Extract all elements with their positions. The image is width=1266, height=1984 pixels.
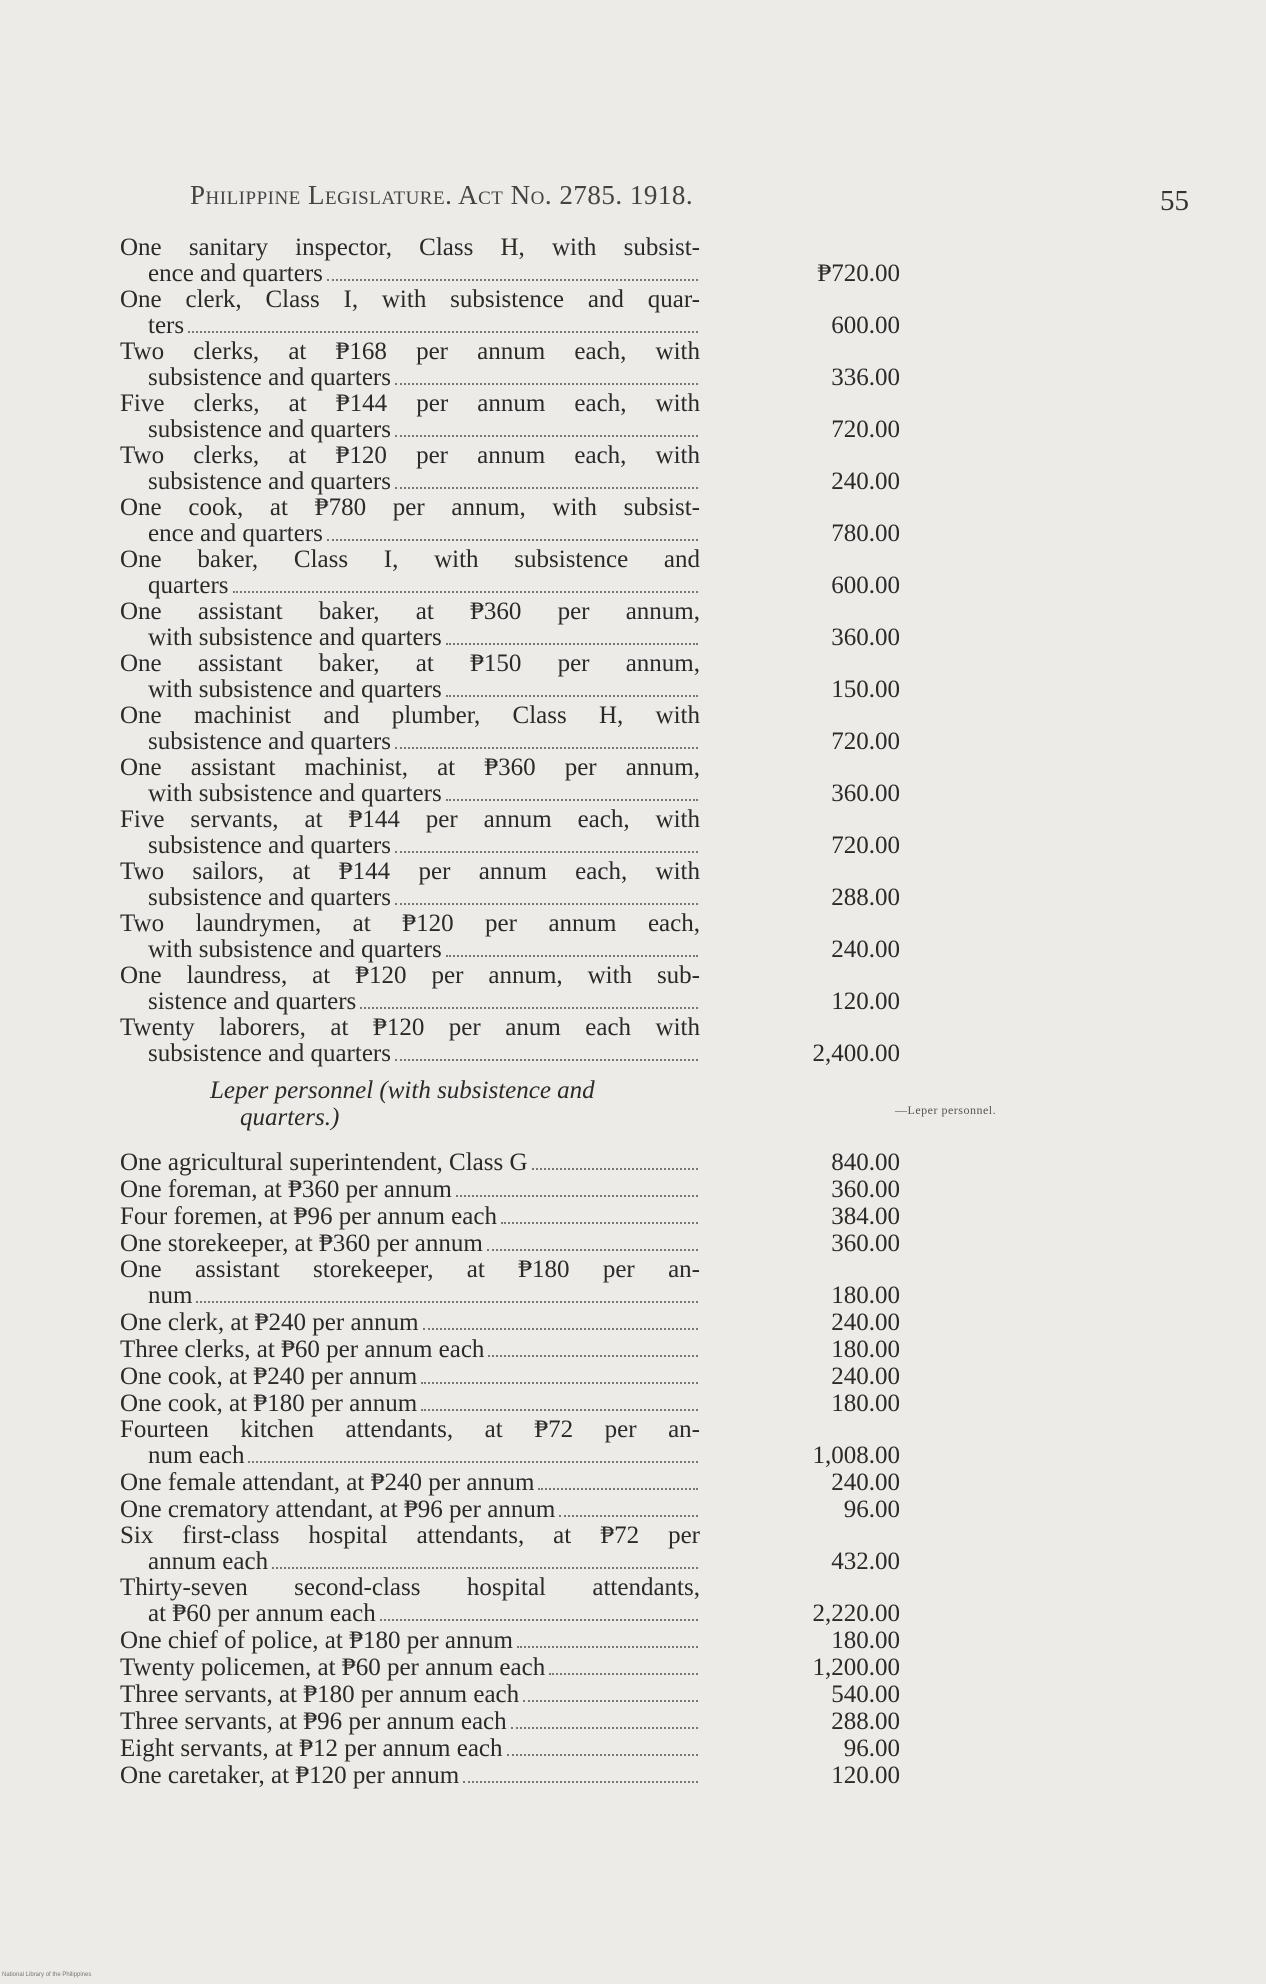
entry-description bbox=[120, 1654, 700, 1681]
leader-dots bbox=[423, 1309, 698, 1330]
leader-dots bbox=[487, 1230, 698, 1251]
leader-dots bbox=[501, 1203, 698, 1224]
entry-line-1: Six first-class hospital attendants, at ₱72 per bbox=[120, 1522, 700, 1549]
leader-dots bbox=[188, 313, 698, 333]
leader-dots bbox=[248, 1443, 698, 1463]
entry-line-1: One assistant machinist, at ₱360 per annum, bbox=[120, 754, 700, 781]
entry-line-1: One assistant baker, at ₱360 per annum, bbox=[120, 598, 700, 625]
entry-text: Three servants, at ₱96 per annum each bbox=[120, 1708, 507, 1735]
entry-amount: 240.00 bbox=[831, 468, 900, 495]
entry-row bbox=[120, 1176, 900, 1203]
entry-amount: 240.00 bbox=[831, 1363, 900, 1390]
running-head bbox=[190, 180, 693, 211]
entry-line-2 bbox=[120, 989, 700, 1015]
entry-amount: 2,400.00 bbox=[812, 1040, 900, 1067]
entry-amount: 240.00 bbox=[831, 1469, 900, 1496]
entry-amount: 2,220.00 bbox=[812, 1600, 900, 1627]
entry-line-1: One sanitary inspector, Class H, with subsist- bbox=[120, 234, 700, 261]
entry-line-2 bbox=[120, 1549, 700, 1575]
entry-row bbox=[120, 703, 900, 755]
leader-dots bbox=[511, 1708, 698, 1729]
entry-amount: 1,008.00 bbox=[812, 1442, 900, 1469]
leader-dots bbox=[456, 1176, 698, 1197]
entry-line-2 bbox=[120, 469, 700, 495]
entry-row bbox=[120, 755, 900, 807]
leader-dots bbox=[395, 417, 698, 437]
entry-line-1: Five servants, at ₱144 per annum each, with bbox=[120, 806, 700, 833]
entry-text: Three servants, at ₱180 per annum each bbox=[120, 1681, 520, 1708]
entry-amount: 150.00 bbox=[831, 676, 900, 703]
footer-credit: National Library of the Philippines bbox=[2, 1972, 92, 1978]
entry-amount: 96.00 bbox=[843, 1496, 900, 1523]
entry-amount: 288.00 bbox=[831, 1708, 900, 1735]
entry-text: Twenty policemen, at ₱60 per annum each bbox=[120, 1654, 546, 1681]
entry-line-2 bbox=[120, 365, 700, 391]
entry-line-2-text: sistence and quarters bbox=[148, 988, 357, 1015]
entry-description bbox=[120, 703, 700, 755]
entry-description bbox=[120, 1523, 700, 1575]
entry-line-2-text: num bbox=[148, 1282, 193, 1309]
entry-description bbox=[120, 1336, 700, 1363]
entry-line-1: Two laundrymen, at ₱120 per annum each, bbox=[120, 910, 700, 937]
leader-dots bbox=[196, 1283, 698, 1303]
entry-amount: 288.00 bbox=[831, 884, 900, 911]
entry-row bbox=[120, 1681, 900, 1708]
entry-row bbox=[120, 1469, 900, 1496]
entry-row bbox=[120, 1627, 900, 1654]
leader-dots bbox=[395, 469, 698, 489]
entry-text: Four foremen, at ₱96 per annum each bbox=[120, 1203, 497, 1230]
entry-description bbox=[120, 1230, 700, 1257]
entry-line-1: Fourteen kitchen attendants, at ₱72 per an- bbox=[120, 1416, 700, 1443]
entry-description bbox=[120, 1762, 700, 1789]
entry-amount: 840.00 bbox=[831, 1149, 900, 1176]
entry-amount: 336.00 bbox=[831, 364, 900, 391]
entry-line-1: One clerk, Class I, with subsistence and quar- bbox=[120, 286, 700, 313]
entry-line-2 bbox=[120, 573, 700, 599]
entry-line-2-text: subsistence and quarters bbox=[148, 832, 391, 859]
entry-row bbox=[120, 1309, 900, 1336]
entry-description bbox=[120, 1390, 700, 1417]
leader-dots bbox=[446, 937, 698, 957]
leader-dots bbox=[488, 1336, 698, 1357]
leader-dots bbox=[395, 833, 698, 853]
margin-note: —Leper personnel. bbox=[895, 1103, 997, 1117]
entry-text: One storekeeper, at ₱360 per annum bbox=[120, 1230, 483, 1257]
entry-line-2 bbox=[120, 885, 700, 911]
leader-dots bbox=[272, 1549, 698, 1569]
entry-description bbox=[120, 1575, 700, 1627]
entry-amount: 120.00 bbox=[831, 988, 900, 1015]
entry-line-2 bbox=[120, 261, 700, 287]
entry-row bbox=[120, 651, 900, 703]
entry-text: One foreman, at ₱360 per annum bbox=[120, 1176, 452, 1203]
entry-row bbox=[120, 443, 900, 495]
entry-amount: 96.00 bbox=[843, 1735, 900, 1762]
entry-description bbox=[120, 1417, 700, 1469]
entry-text: One clerk, at ₱240 per annum bbox=[120, 1309, 419, 1336]
entry-amount: 120.00 bbox=[831, 1762, 900, 1789]
leader-dots bbox=[395, 365, 698, 385]
leader-dots bbox=[395, 1041, 698, 1061]
page-number: 55 bbox=[1160, 185, 1189, 217]
entry-description bbox=[120, 1257, 700, 1309]
leader-dots bbox=[463, 1762, 698, 1783]
entry-text: One agricultural superintendent, Class G bbox=[120, 1149, 528, 1176]
entry-amount: 180.00 bbox=[831, 1336, 900, 1363]
entry-amount: 720.00 bbox=[831, 832, 900, 859]
entry-line-2-text: with subsistence and quarters bbox=[148, 624, 442, 651]
entry-line-2-text: subsistence and quarters bbox=[148, 884, 391, 911]
leader-dots bbox=[421, 1390, 698, 1411]
entry-line-2 bbox=[120, 937, 700, 963]
entry-line-2 bbox=[120, 521, 700, 547]
entry-line-2-text: annum each bbox=[148, 1548, 269, 1575]
entry-row bbox=[120, 1336, 900, 1363]
entry-row bbox=[120, 1496, 900, 1523]
entry-row bbox=[120, 911, 900, 963]
entry-row bbox=[120, 599, 900, 651]
entry-line-2 bbox=[120, 781, 700, 807]
entry-line-2 bbox=[120, 1283, 700, 1309]
entry-description bbox=[120, 1735, 700, 1762]
leader-dots bbox=[446, 781, 698, 801]
entry-text: One cook, at ₱180 per annum bbox=[120, 1390, 418, 1417]
leader-dots bbox=[523, 1681, 698, 1702]
entry-description bbox=[120, 1363, 700, 1390]
entry-row bbox=[120, 1203, 900, 1230]
entry-line-2 bbox=[120, 1443, 700, 1469]
leader-dots bbox=[538, 1469, 698, 1490]
leader-dots bbox=[532, 1149, 698, 1170]
entry-row bbox=[120, 391, 900, 443]
leader-dots bbox=[327, 261, 698, 281]
entry-row bbox=[120, 339, 900, 391]
entry-amount: 180.00 bbox=[831, 1627, 900, 1654]
entry-description bbox=[120, 963, 700, 1015]
leader-dots bbox=[233, 573, 698, 593]
entry-line-1: Five clerks, at ₱144 per annum each, with bbox=[120, 390, 700, 417]
entry-amount: 240.00 bbox=[831, 1309, 900, 1336]
entry-row bbox=[120, 287, 900, 339]
entry-amount: 180.00 bbox=[831, 1390, 900, 1417]
entry-description bbox=[120, 339, 700, 391]
entry-row bbox=[120, 1015, 900, 1067]
entry-line-2-text: subsistence and quarters bbox=[148, 364, 391, 391]
entry-row bbox=[120, 1363, 900, 1390]
entry-line-2-text: quarters bbox=[148, 572, 229, 599]
entry-row bbox=[120, 1575, 900, 1627]
entry-amount: 360.00 bbox=[831, 780, 900, 807]
entry-description bbox=[120, 547, 700, 599]
entry-row bbox=[120, 1149, 900, 1176]
entry-description bbox=[120, 911, 700, 963]
entry-line-2 bbox=[120, 417, 700, 443]
entry-description bbox=[120, 235, 700, 287]
entry-text: One female attendant, at ₱240 per annum bbox=[120, 1469, 535, 1496]
entry-description bbox=[120, 495, 700, 547]
entry-amount: 360.00 bbox=[831, 624, 900, 651]
section-heading bbox=[120, 1077, 900, 1149]
entry-description bbox=[120, 1149, 700, 1176]
leader-dots bbox=[360, 989, 698, 1009]
leader-dots bbox=[327, 521, 698, 541]
entry-row bbox=[120, 1390, 900, 1417]
entry-line-2 bbox=[120, 625, 700, 651]
entry-text: Three clerks, at ₱60 per annum each bbox=[120, 1336, 485, 1363]
entry-row bbox=[120, 1735, 900, 1762]
entry-description bbox=[120, 1469, 700, 1496]
entry-line-2 bbox=[120, 1041, 700, 1067]
entry-description bbox=[120, 1203, 700, 1230]
entry-description bbox=[120, 287, 700, 339]
entry-text: One caretaker, at ₱120 per annum bbox=[120, 1762, 460, 1789]
entry-line-2-text: subsistence and quarters bbox=[148, 468, 391, 495]
entry-line-2-text: subsistence and quarters bbox=[148, 728, 391, 755]
entry-row bbox=[120, 1762, 900, 1789]
leader-dots bbox=[507, 1735, 698, 1756]
entry-description bbox=[120, 443, 700, 495]
entry-amount: 432.00 bbox=[831, 1548, 900, 1575]
entry-text: One chief of police, at ₱180 per annum bbox=[120, 1627, 513, 1654]
entry-description bbox=[120, 807, 700, 859]
entry-text: One cook, at ₱240 per annum bbox=[120, 1363, 418, 1390]
entry-line-1: Two clerks, at ₱120 per annum each, with bbox=[120, 442, 700, 469]
entry-line-2-text: with subsistence and quarters bbox=[148, 936, 442, 963]
entry-line-1: One assistant baker, at ₱150 per annum, bbox=[120, 650, 700, 677]
leader-dots bbox=[395, 729, 698, 749]
entry-amount: 360.00 bbox=[831, 1176, 900, 1203]
entry-description bbox=[120, 1627, 700, 1654]
entry-amount: 720.00 bbox=[831, 728, 900, 755]
entry-line-2-text: subsistence and quarters bbox=[148, 416, 391, 443]
entry-amount: ₱720.00 bbox=[817, 260, 900, 287]
entry-row bbox=[120, 235, 900, 287]
leader-dots bbox=[421, 1363, 698, 1384]
entry-row bbox=[120, 807, 900, 859]
section-title bbox=[210, 1077, 700, 1131]
leader-dots bbox=[395, 885, 698, 905]
appropriation-list bbox=[120, 235, 900, 1789]
entry-amount: 384.00 bbox=[831, 1203, 900, 1230]
entry-line-1: One baker, Class I, with subsistence and bbox=[120, 546, 700, 573]
entry-description bbox=[120, 1176, 700, 1203]
entry-row bbox=[120, 1654, 900, 1681]
entry-description bbox=[120, 1708, 700, 1735]
section-title-line-1: Leper personnel (with subsistence and bbox=[210, 1077, 595, 1104]
leader-dots bbox=[517, 1627, 698, 1648]
entry-amount: 180.00 bbox=[831, 1282, 900, 1309]
entry-line-2-text: with subsistence and quarters bbox=[148, 780, 442, 807]
entry-line-1: Thirty-seven second-class hospital attendants, bbox=[120, 1574, 700, 1601]
entry-line-2-text: ence and quarters bbox=[148, 260, 323, 287]
entry-description bbox=[120, 755, 700, 807]
entry-line-2 bbox=[120, 1601, 700, 1627]
entry-line-1: Two sailors, at ₱144 per annum each, with bbox=[120, 858, 700, 885]
entry-description bbox=[120, 651, 700, 703]
entry-amount: 720.00 bbox=[831, 416, 900, 443]
entry-description bbox=[120, 859, 700, 911]
entry-line-2 bbox=[120, 729, 700, 755]
entry-description bbox=[120, 1309, 700, 1336]
entry-description bbox=[120, 599, 700, 651]
entry-line-1: One laundress, at ₱120 per annum, with sub- bbox=[120, 962, 700, 989]
entry-description bbox=[120, 1496, 700, 1523]
leader-dots bbox=[380, 1601, 698, 1621]
leader-dots bbox=[559, 1496, 698, 1517]
entry-line-1: One machinist and plumber, Class H, with bbox=[120, 702, 700, 729]
entry-amount: 600.00 bbox=[831, 572, 900, 599]
entry-line-2-text: ters bbox=[148, 312, 185, 339]
entry-line-2-text: with subsistence and quarters bbox=[148, 676, 442, 703]
entry-row bbox=[120, 547, 900, 599]
entry-amount: 600.00 bbox=[831, 312, 900, 339]
entry-amount: 360.00 bbox=[831, 1230, 900, 1257]
leader-dots bbox=[446, 677, 698, 697]
entry-line-1: One assistant storekeeper, at ₱180 per an- bbox=[120, 1256, 700, 1283]
leader-dots bbox=[549, 1654, 698, 1675]
entry-line-2 bbox=[120, 313, 700, 339]
entry-row bbox=[120, 859, 900, 911]
entry-line-2 bbox=[120, 833, 700, 859]
entry-row bbox=[120, 1257, 900, 1309]
entry-row bbox=[120, 1523, 900, 1575]
entry-description bbox=[120, 391, 700, 443]
entry-amount: 540.00 bbox=[831, 1681, 900, 1708]
entry-line-2-text: ence and quarters bbox=[148, 520, 323, 547]
entry-row bbox=[120, 963, 900, 1015]
entry-line-1: One cook, at ₱780 per annum, with subsist- bbox=[120, 494, 700, 521]
running-head-text: Philippine Legislature. Act No. 2785. 1918. bbox=[190, 180, 694, 210]
entry-description bbox=[120, 1015, 700, 1067]
entry-line-2-text: subsistence and quarters bbox=[148, 1040, 391, 1067]
entry-row bbox=[120, 1417, 900, 1469]
entry-line-2 bbox=[120, 677, 700, 703]
entry-text: Eight servants, at ₱12 per annum each bbox=[120, 1735, 503, 1762]
entry-row bbox=[120, 495, 900, 547]
entry-line-1: Two clerks, at ₱168 per annum each, with bbox=[120, 338, 700, 365]
entry-description bbox=[120, 1681, 700, 1708]
entry-line-2-text: num each bbox=[148, 1442, 245, 1469]
section-title-line-2: quarters.) bbox=[240, 1104, 340, 1131]
entry-line-1: Twenty laborers, at ₱120 per anum each with bbox=[120, 1014, 700, 1041]
entry-amount: 240.00 bbox=[831, 936, 900, 963]
entry-amount: 1,200.00 bbox=[812, 1654, 900, 1681]
entry-amount: 780.00 bbox=[831, 520, 900, 547]
entry-text: One crematory attendant, at ₱96 per annum bbox=[120, 1496, 556, 1523]
entry-line-2-text: at ₱60 per annum each bbox=[148, 1600, 376, 1627]
leader-dots bbox=[446, 625, 698, 645]
entry-row bbox=[120, 1708, 900, 1735]
entry-row bbox=[120, 1230, 900, 1257]
